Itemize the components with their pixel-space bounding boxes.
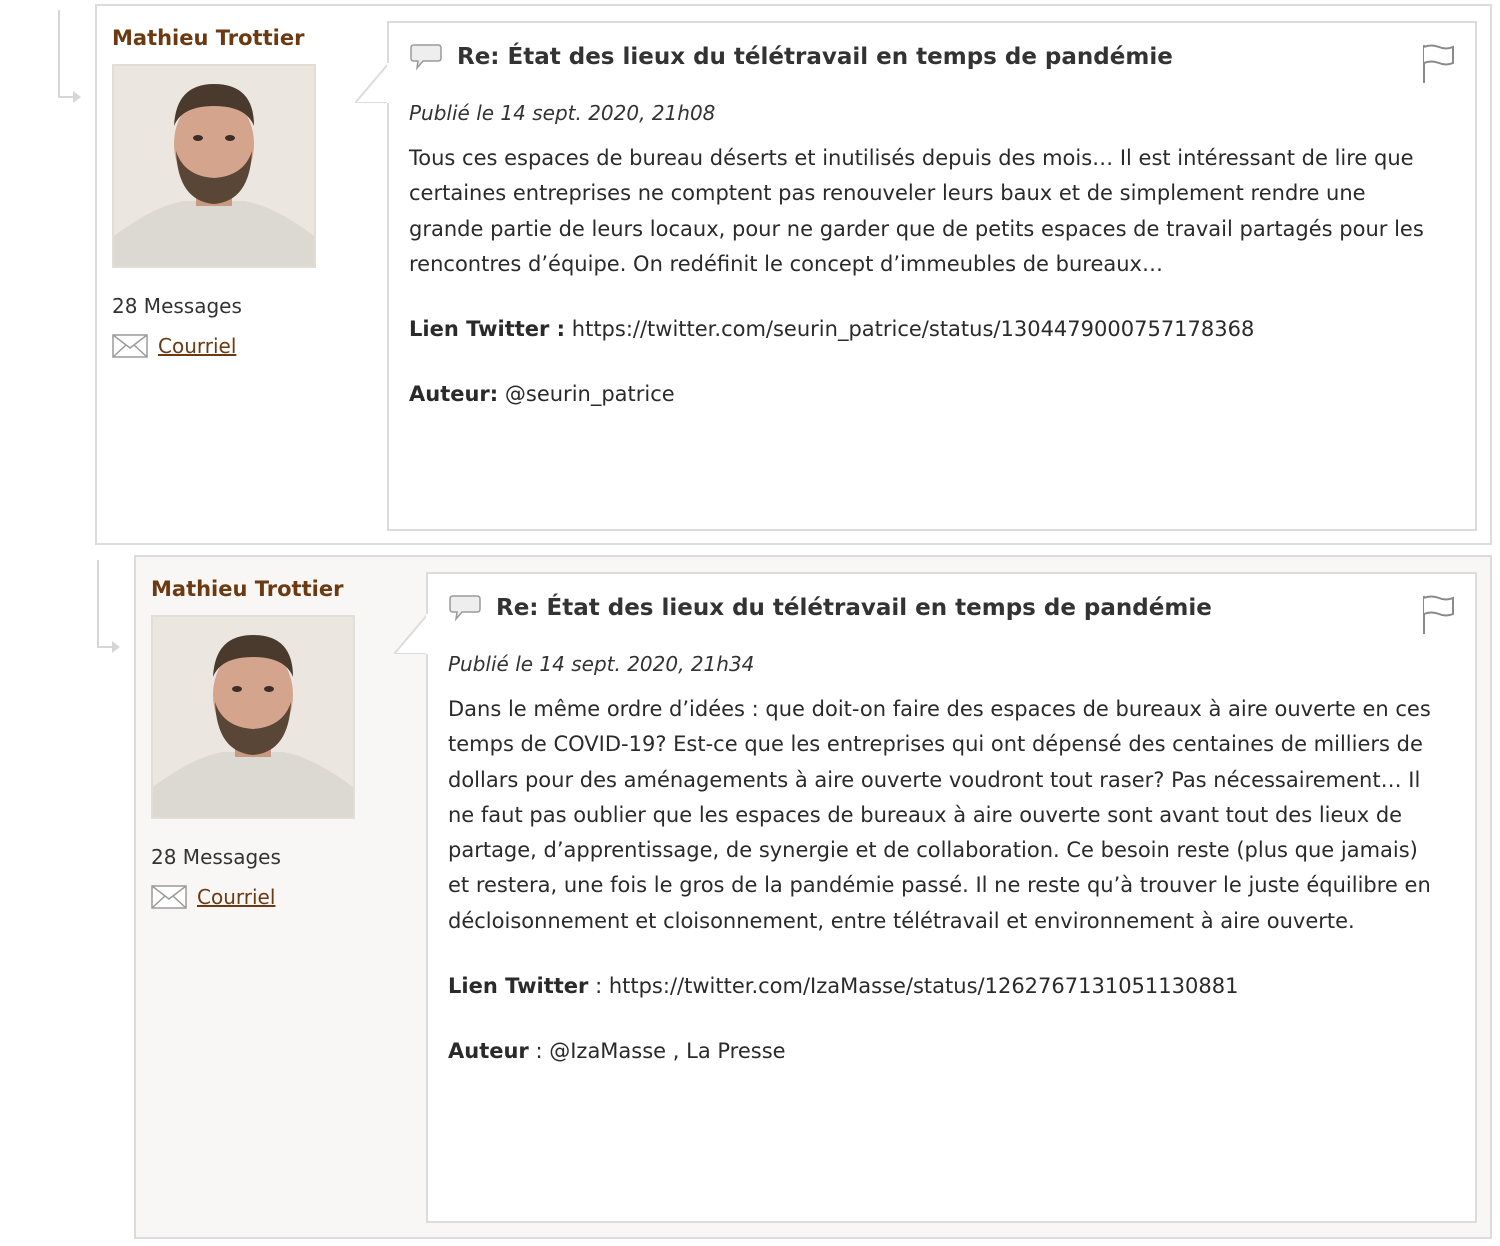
email-link[interactable]: Courriel [197,885,276,909]
post-body [409,141,1435,443]
message-count: 28 Messages [112,294,242,318]
post-header [409,43,1173,71]
flag-icon[interactable] [1421,594,1455,636]
author-panel [151,577,381,909]
message-count: 28 Messages [151,845,281,869]
envelope-icon[interactable] [151,885,187,909]
twitter-link[interactable]: https://twitter.com/IzaMasse/status/1262767131051130881 [608,974,1239,999]
post-header [448,594,1212,622]
twitter-line [409,312,1435,347]
post-content [426,572,1477,1223]
forum-post [134,555,1492,1239]
author-label: Auteur: [409,382,499,407]
post-title[interactable]: Re: État des lieux du télétravail en temps de pandémie [496,595,1212,621]
mail-row [151,885,381,909]
flag-icon[interactable] [1421,43,1455,85]
twitter-label: Lien Twitter [448,974,589,999]
post-text: Tous ces espaces de bureau déserts et inutilisés depuis des mois… Il est intéressant de lire que certaines entreprises ne comptent pas renouveler leurs baux et de simplement rendre une grande partie de leurs locaux, pour ne garder que de petits espaces de travail partagés pour les rencontres d’équipe. On redéfinit le concept d’immeubles de bureaux… [409,146,1424,276]
thread-arrow-icon [73,91,81,103]
author-handle: @seurin_patrice [504,382,675,407]
email-link[interactable]: Courriel [158,334,237,358]
author-line [448,1034,1435,1069]
avatar [112,64,316,268]
thread-arrow-icon [112,641,120,653]
post-date: Publié le 14 sept. 2020, 21h34 [448,652,755,676]
twitter-link[interactable]: https://twitter.com/seurin_patrice/status/1304479000757178368 [571,317,1255,342]
forum-post [95,4,1492,545]
envelope-icon[interactable] [112,334,148,358]
twitter-separator: : [588,974,609,999]
avatar [151,615,355,819]
post-title[interactable]: Re: État des lieux du télétravail en temps de pandémie [457,44,1173,70]
twitter-line [448,969,1435,1004]
twitter-label: Lien Twitter : [409,317,566,342]
author-panel [112,26,342,358]
post-text: Dans le même ordre d’idées : que doit-on faire des espaces de bureaux à aire ouverte en ces temps de COVID-19? Est-ce que les entreprises qui ont dépensé des centaines de milliers de dollars pour des aménagements à aire ouverte voudront tout raser? Pas nécessairement… Il ne faut pas oublier que les espaces de bureaux à aire ouverte sont avant tout des lieux de partage, d’apprentissage, de synergie et de collaboration. Ce besoin reste (plus que jamais) et restera, une fois le gros de la pandémie passé. Il ne reste qu’à trouver le juste équilibre en décloisonnement et cloisonnement, entre télétravail et environnement à aire ouverte. [448,697,1431,933]
author-label: Auteur [448,1039,529,1064]
author-line [409,377,1435,412]
bubble-tail [394,614,428,654]
author-name[interactable]: Mathieu Trottier [151,577,344,601]
author-handle: : @IzaMasse , La Presse [528,1039,786,1064]
thread-connector [58,10,74,98]
bubble-tail [355,63,389,103]
post-content [387,21,1477,531]
post-body [448,692,1435,1100]
post-date: Publié le 14 sept. 2020, 21h08 [409,101,716,125]
comment-bubble-icon [409,43,443,71]
mail-row [112,334,342,358]
author-name[interactable]: Mathieu Trottier [112,26,305,50]
comment-bubble-icon [448,594,482,622]
thread-connector [97,560,113,648]
